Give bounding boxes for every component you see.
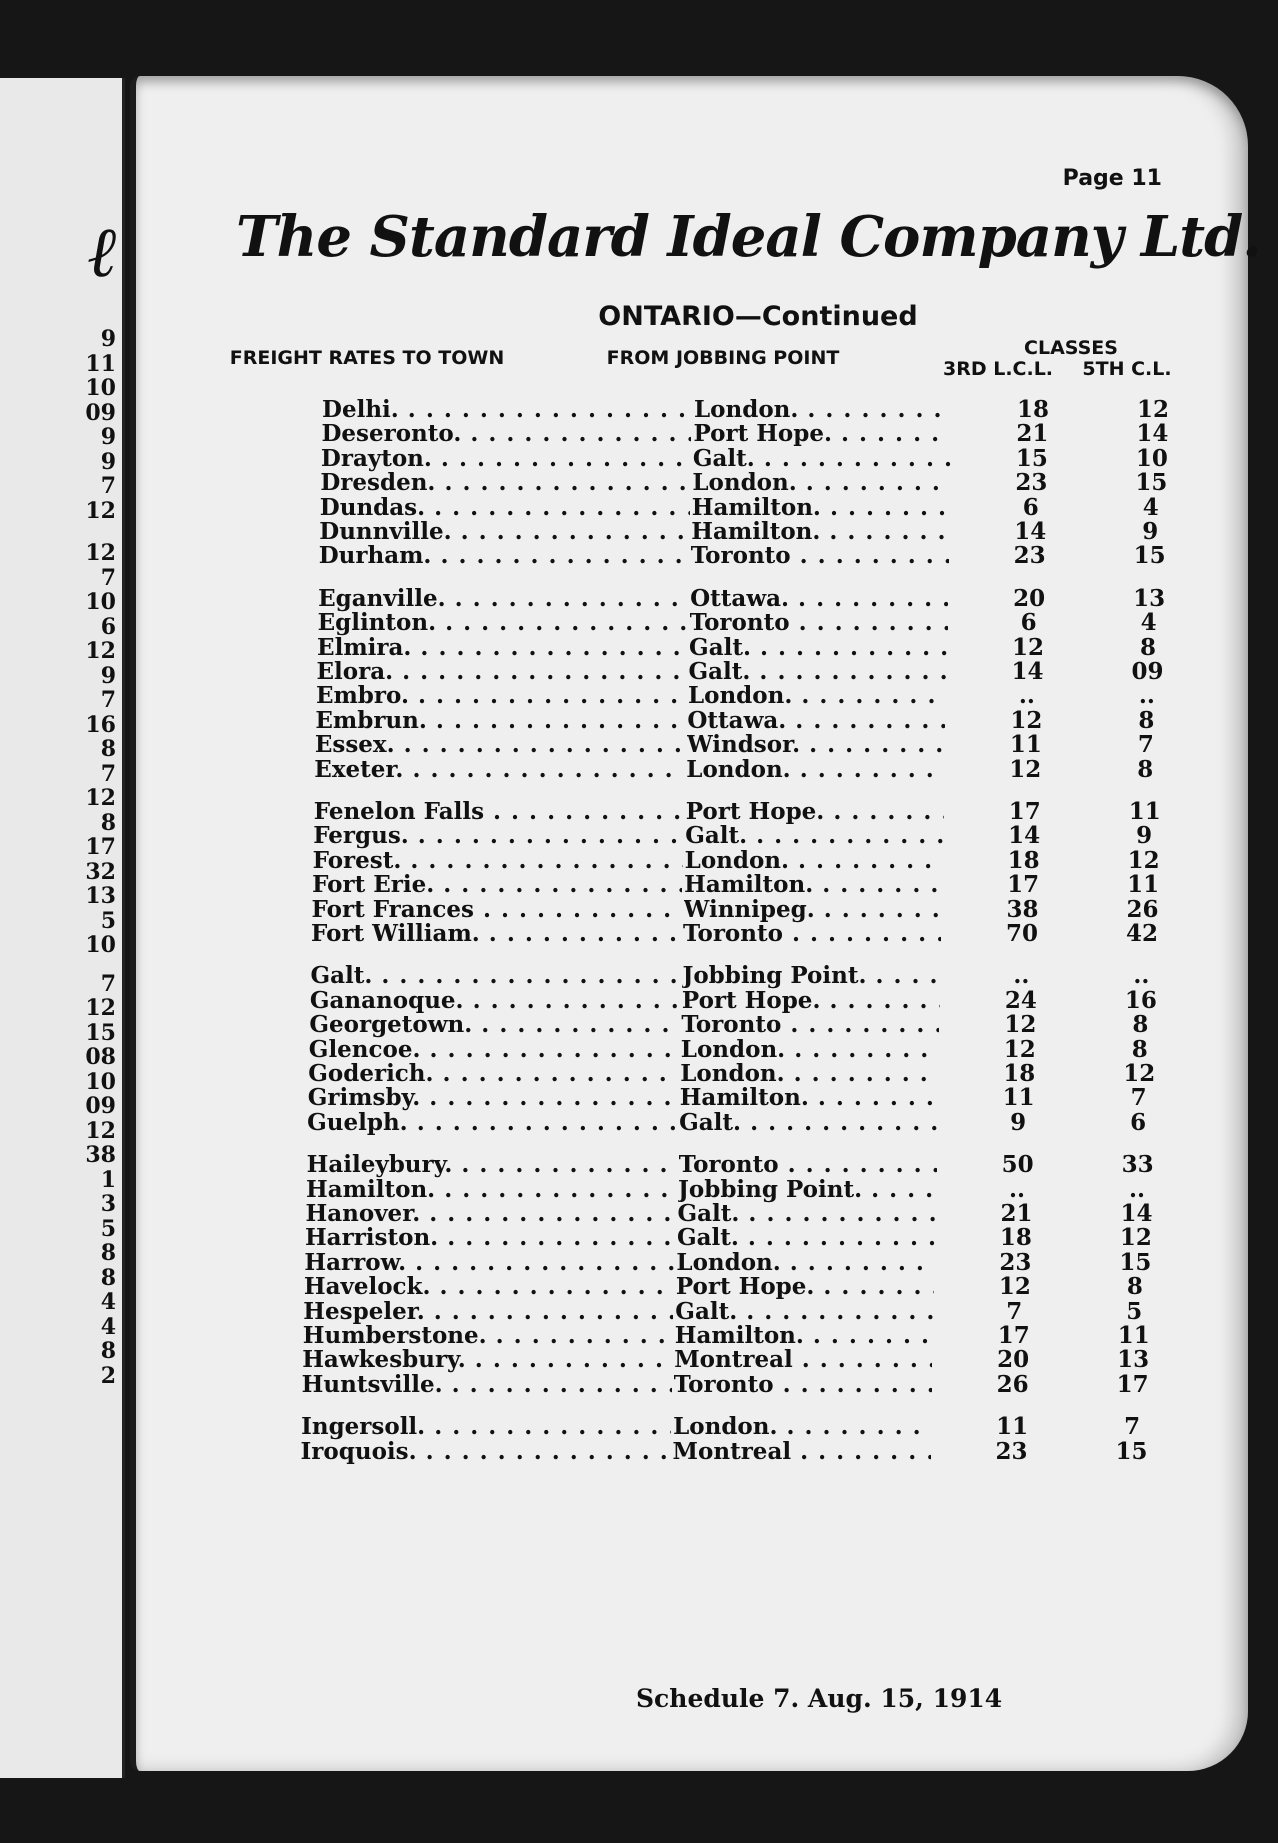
town-cell: Ingersoll. . . . (301, 1413, 671, 1441)
town-cell: Iroquois. . . . (301, 1438, 671, 1466)
town-cell: Delhi. . . . (322, 396, 692, 424)
town-cell: Fenelon Falls . . . (314, 798, 684, 826)
class-3rd-cell: 26 (996, 1370, 1029, 1398)
class-3rd-cell: 23 (995, 1437, 1028, 1465)
class-3rd-cell: 23 (1013, 542, 1046, 570)
jobbing-point-cell: London. . . . (676, 1249, 934, 1277)
previous-page-number-fragment: 7 (100, 970, 116, 997)
previous-page-number-fragment: 5 (100, 1215, 116, 1242)
table-row (311, 920, 1278, 948)
class-3rd-cell: 14 (1008, 822, 1041, 850)
town-cell: Essex. . . . (315, 731, 685, 759)
class-3rd-cell: .. (1018, 682, 1035, 710)
previous-page-number-fragment: 5 (100, 907, 116, 934)
column-header-from: FROM JOBBING POINT (606, 347, 840, 369)
class-5th-cell: 7 (1124, 1413, 1141, 1441)
jobbing-point-cell: Toronto . . . (674, 1371, 932, 1399)
previous-page-number-fragment: 9 (100, 448, 116, 475)
class-5th-cell: 12 (1119, 1224, 1152, 1252)
class-5th-cell: 8 (1137, 755, 1154, 783)
town-cell: Georgetown. . . . (309, 1011, 679, 1039)
town-cell: Dresden. . . . (320, 469, 690, 497)
previous-page-number-fragment: 12 (85, 1117, 116, 1144)
jobbing-point-cell: London. . . . (692, 469, 950, 497)
town-cell: Elmira. . . . (317, 634, 687, 662)
jobbing-point-cell: Montreal . . . (673, 1438, 931, 1466)
class-3rd-cell: 12 (1004, 1011, 1037, 1039)
class-3rd-cell: 21 (1000, 1200, 1033, 1227)
table-row (301, 1438, 1278, 1466)
jobbing-point-cell: Hamilton. . . . (680, 1084, 938, 1112)
class-5th-cell: 4 (1142, 493, 1159, 521)
town-cell: Embro. . . . (316, 682, 686, 710)
jobbing-point-cell: Toronto . . . (679, 1151, 937, 1179)
class-3rd-cell: 12 (1003, 1035, 1036, 1063)
previous-page-number-fragment: 10 (85, 375, 116, 401)
class-3rd-cell: 12 (1010, 706, 1043, 734)
class-5th-cell: 15 (1115, 1437, 1148, 1465)
previous-page-number-fragment: 3 (100, 1191, 116, 1217)
previous-page-number-fragment: 09 (85, 1093, 116, 1119)
jobbing-point-cell: Winnipeg. . . . (684, 896, 942, 924)
jobbing-point-cell: London. . . . (685, 847, 943, 875)
previous-page-edge (0, 78, 125, 1778)
class-3rd-cell: 24 (1004, 986, 1037, 1014)
class-5th-cell: 13 (1133, 584, 1166, 612)
class-5th-cell: 9 (1142, 518, 1159, 545)
class-5th-cell: 16 (1124, 986, 1157, 1014)
previous-page-number-fragment: 9 (100, 662, 116, 689)
class-5th-cell: 6 (1130, 1108, 1147, 1136)
town-cell: Eganville. . . . (318, 585, 688, 613)
jobbing-point-cell: Galt. . . . (689, 658, 947, 686)
schedule-footer: Schedule 7. Aug. 15, 1914 (636, 1684, 1003, 1713)
class-5th-cell: 7 (1137, 731, 1154, 759)
jobbing-point-cell: Galt. . . . (679, 1109, 937, 1137)
class-3rd-cell: 18 (1016, 396, 1049, 423)
class-5th-cell: 12 (1136, 396, 1169, 423)
class-3rd-cell: 6 (1020, 609, 1037, 637)
class-5th-cell: 12 (1127, 846, 1160, 874)
company-name-heading: The Standard Ideal Company Ltd. (236, 204, 1261, 270)
column-header-classes: CLASSES (1024, 337, 1118, 359)
jobbing-point-cell: Ottawa. . . . (690, 585, 948, 613)
previous-page-script-fragment: ℓ (88, 210, 118, 293)
town-cell: Grimsby. . . . (308, 1084, 678, 1112)
previous-page-number-fragment: 10 (85, 589, 116, 615)
class-5th-cell: 12 (1123, 1060, 1156, 1087)
jobbing-point-cell: Galt. . . . (675, 1298, 933, 1326)
class-5th-cell: 7 (1130, 1084, 1147, 1112)
class-5th-cell: 8 (1131, 1035, 1148, 1063)
class-5th-cell: 8 (1132, 1011, 1149, 1039)
class-3rd-cell: 11 (1009, 731, 1042, 759)
table-row (307, 1109, 1278, 1137)
class-5th-cell: 15 (1119, 1248, 1152, 1276)
jobbing-point-cell: Toronto . . . (691, 542, 949, 570)
jobbing-point-cell: Hamilton. . . . (691, 518, 949, 546)
class-5th-cell: 17 (1116, 1370, 1149, 1398)
jobbing-point-cell: London. . . . (680, 1060, 938, 1088)
class-3rd-cell: 9 (1010, 1108, 1027, 1136)
class-5th-cell: 11 (1128, 798, 1161, 825)
class-5th-cell: 11 (1117, 1322, 1150, 1349)
previous-page-number-fragment: 9 (100, 326, 116, 352)
town-cell: Hamilton. . . . (306, 1176, 676, 1204)
previous-page-number-fragment: 2 (100, 1362, 116, 1389)
class-3rd-cell: 18 (1007, 846, 1040, 874)
town-cell: Durham. . . . (319, 542, 689, 570)
town-cell: Hespeler. . . . (303, 1298, 673, 1326)
jobbing-point-cell: Windsor. . . . (687, 731, 945, 759)
class-3rd-cell: 21 (1016, 420, 1049, 448)
previous-page-number-fragment: 10 (85, 1068, 116, 1095)
class-3rd-cell: 38 (1006, 895, 1039, 923)
town-cell: Harriston. . . . (305, 1224, 675, 1252)
catalog-page (130, 76, 1261, 1771)
town-cell: Guelph. . . . (307, 1109, 677, 1137)
town-cell: Haileybury. . . . (307, 1151, 677, 1179)
class-5th-cell: 09 (1131, 658, 1164, 685)
jobbing-point-cell: London. . . . (681, 1036, 939, 1064)
town-cell: Dunnville. . . . (319, 518, 689, 546)
town-cell: Hanover. . . . (306, 1200, 676, 1228)
jobbing-point-cell: Hamilton. . . . (684, 871, 942, 899)
previous-page-number-fragment: 12 (85, 638, 116, 664)
previous-page-number-fragment: 1 (100, 1166, 116, 1193)
jobbing-point-cell: Galt. . . . (677, 1224, 935, 1252)
class-5th-cell: 14 (1136, 420, 1169, 448)
page-number: Page 11 (1062, 166, 1162, 191)
class-3rd-cell: 20 (997, 1346, 1030, 1374)
town-cell: Drayton. . . . (321, 445, 691, 473)
jobbing-point-cell: Jobbing Point. . . . (682, 962, 940, 990)
class-3rd-cell: 20 (1013, 584, 1046, 612)
previous-page-number-fragment: 16 (85, 711, 116, 738)
town-cell: Deseronto. . . . (321, 420, 691, 448)
previous-page-number-fragment: 09 (85, 399, 116, 426)
jobbing-point-cell: Port Hope. . . . (676, 1273, 934, 1301)
jobbing-point-cell: Galt. . . . (693, 445, 951, 473)
class-3rd-cell: 23 (999, 1248, 1032, 1276)
previous-page-number-fragment: 9 (100, 424, 116, 450)
table-row (314, 756, 1278, 784)
previous-page-number-fragment: 7 (100, 760, 116, 787)
class-5th-cell: 8 (1126, 1273, 1143, 1301)
class-3rd-cell: 18 (1003, 1060, 1036, 1087)
previous-page-number-fragment: 7 (100, 564, 116, 591)
class-3rd-cell: 70 (1005, 920, 1038, 947)
table-row (302, 1371, 1278, 1399)
town-cell: Harrow. . . . (304, 1249, 674, 1277)
previous-page-number-fragment: 8 (100, 809, 116, 836)
previous-page-number-fragment: 4 (100, 1313, 116, 1340)
class-3rd-cell: 50 (1001, 1151, 1034, 1179)
previous-page-number-fragment: 15 (85, 1019, 116, 1046)
jobbing-point-cell: Port Hope. . . . (682, 987, 940, 1015)
town-cell: Huntsville. . . . (302, 1371, 672, 1399)
class-5th-cell: 10 (1135, 444, 1168, 472)
previous-page-number-fragment: 8 (100, 1240, 116, 1266)
previous-page-number-fragment: 11 (85, 350, 116, 377)
class-5th-cell: 5 (1126, 1297, 1143, 1325)
previous-page-number-fragment: 12 (85, 995, 116, 1021)
class-3rd-cell: 17 (1007, 871, 1040, 899)
previous-page-number-fragment: 17 (85, 834, 116, 860)
class-3rd-cell: .. (1009, 1175, 1026, 1203)
class-5th-cell: 13 (1117, 1346, 1150, 1374)
previous-page-number-fragment: 8 (100, 1264, 116, 1291)
section-title: ONTARIO—Continued (598, 301, 918, 332)
previous-page-number-fragment: 10 (85, 932, 116, 958)
jobbing-point-cell: Hamilton. . . . (675, 1322, 933, 1350)
column-header-town: FREIGHT RATES TO TOWN (229, 347, 505, 369)
class-3rd-cell: 11 (1002, 1084, 1035, 1112)
jobbing-point-cell: Toronto . . . (681, 1011, 939, 1039)
previous-page-number-fragment: 8 (100, 1338, 116, 1364)
jobbing-point-cell: Toronto . . . (683, 920, 941, 948)
jobbing-point-cell: London. . . . (694, 396, 952, 424)
previous-page-number-fragment: 32 (85, 858, 116, 885)
town-cell: Galt. . . . (310, 962, 680, 990)
class-3rd-cell: 17 (997, 1322, 1030, 1349)
class-3rd-cell: 17 (1008, 798, 1041, 825)
class-5th-cell: 33 (1121, 1151, 1154, 1179)
previous-page-number-fragment: 38 (85, 1142, 116, 1168)
jobbing-point-cell: Galt. . . . (689, 634, 947, 662)
class-5th-cell: 15 (1135, 469, 1168, 497)
jobbing-point-cell: Hamilton. . . . (692, 494, 950, 522)
column-header-3rd-lcl: 3RD L.C.L. (942, 358, 1054, 380)
class-5th-cell: 26 (1126, 895, 1159, 923)
town-cell: Eglinton. . . . (318, 609, 688, 637)
town-cell: Fort Erie. . . . (312, 871, 682, 899)
class-3rd-cell: 14 (1014, 518, 1047, 545)
class-3rd-cell: 12 (1012, 633, 1045, 661)
class-5th-cell: 42 (1125, 920, 1158, 947)
class-5th-cell: .. (1129, 1175, 1146, 1203)
town-cell: Fort Frances . . . (312, 896, 682, 924)
class-5th-cell: 8 (1140, 633, 1157, 661)
previous-page-number-fragment: 12 (85, 497, 116, 524)
class-3rd-cell: 14 (1011, 658, 1044, 685)
jobbing-point-cell: Jobbing Point. . . . (678, 1176, 936, 1204)
previous-page-number-fragment: 7 (100, 687, 116, 713)
town-cell: Goderich. . . . (308, 1060, 678, 1088)
town-cell: Hawkesbury. . . . (302, 1346, 672, 1374)
table-row (319, 542, 1278, 570)
class-5th-cell: 8 (1138, 706, 1155, 734)
town-cell: Embrun. . . . (315, 707, 685, 735)
class-5th-cell: 4 (1140, 609, 1157, 637)
town-cell: Elora. . . . (317, 658, 687, 686)
town-cell: Glencoe. . . . (309, 1036, 679, 1064)
jobbing-point-cell: London. . . . (686, 756, 944, 784)
class-3rd-cell: 11 (996, 1413, 1029, 1441)
class-5th-cell: 15 (1133, 542, 1166, 570)
town-cell: Gananoque. . . . (310, 987, 680, 1015)
jobbing-point-cell: Port Hope. . . . (686, 798, 944, 826)
class-5th-cell: 11 (1127, 871, 1160, 899)
previous-page-number-fragment: 12 (85, 785, 116, 811)
previous-page-number-fragment: 12 (85, 540, 116, 566)
jobbing-point-cell: Ottawa. . . . (687, 707, 945, 735)
previous-page-number-fragment: 8 (100, 736, 116, 762)
town-cell: Exeter. . . . (314, 756, 684, 784)
jobbing-point-cell: Montreal . . . (674, 1346, 932, 1374)
class-3rd-cell: 12 (1009, 755, 1042, 783)
town-cell: Havelock. . . . (304, 1273, 674, 1301)
previous-page-number-fragment: 08 (85, 1044, 116, 1070)
town-cell: Fergus. . . . (313, 822, 683, 850)
previous-page-number-fragment: 13 (85, 883, 116, 909)
town-cell: Fort William. . . . (311, 920, 681, 948)
class-3rd-cell: 15 (1015, 444, 1048, 472)
class-3rd-cell: .. (1013, 962, 1030, 990)
previous-page-number-fragment: 7 (100, 473, 116, 499)
column-header-5th-cl: 5TH C.L. (1082, 358, 1172, 380)
class-5th-cell: 9 (1136, 822, 1153, 850)
class-3rd-cell: 23 (1015, 469, 1048, 497)
town-cell: Dundas. . . . (320, 494, 690, 522)
class-3rd-cell: 12 (998, 1273, 1031, 1301)
jobbing-point-cell: London. . . . (688, 682, 946, 710)
town-cell: Forest. . . . (313, 847, 683, 875)
jobbing-point-cell: Galt. . . . (685, 822, 943, 850)
class-3rd-cell: 7 (1006, 1297, 1023, 1325)
town-cell: Humberstone. . . . (303, 1322, 673, 1350)
class-3rd-cell: 18 (999, 1224, 1032, 1252)
jobbing-point-cell: Galt. . . . (678, 1200, 936, 1228)
class-3rd-cell: 6 (1022, 493, 1039, 521)
class-5th-cell: 14 (1120, 1200, 1153, 1227)
class-5th-cell: .. (1138, 682, 1155, 710)
class-5th-cell: .. (1133, 962, 1150, 990)
jobbing-point-cell: Port Hope. . . . (693, 420, 951, 448)
previous-page-number-fragment: 6 (100, 613, 116, 640)
jobbing-point-cell: Toronto . . . (690, 609, 948, 637)
previous-page-number-fragment: 4 (100, 1289, 116, 1315)
jobbing-point-cell: London. . . . (673, 1413, 931, 1441)
